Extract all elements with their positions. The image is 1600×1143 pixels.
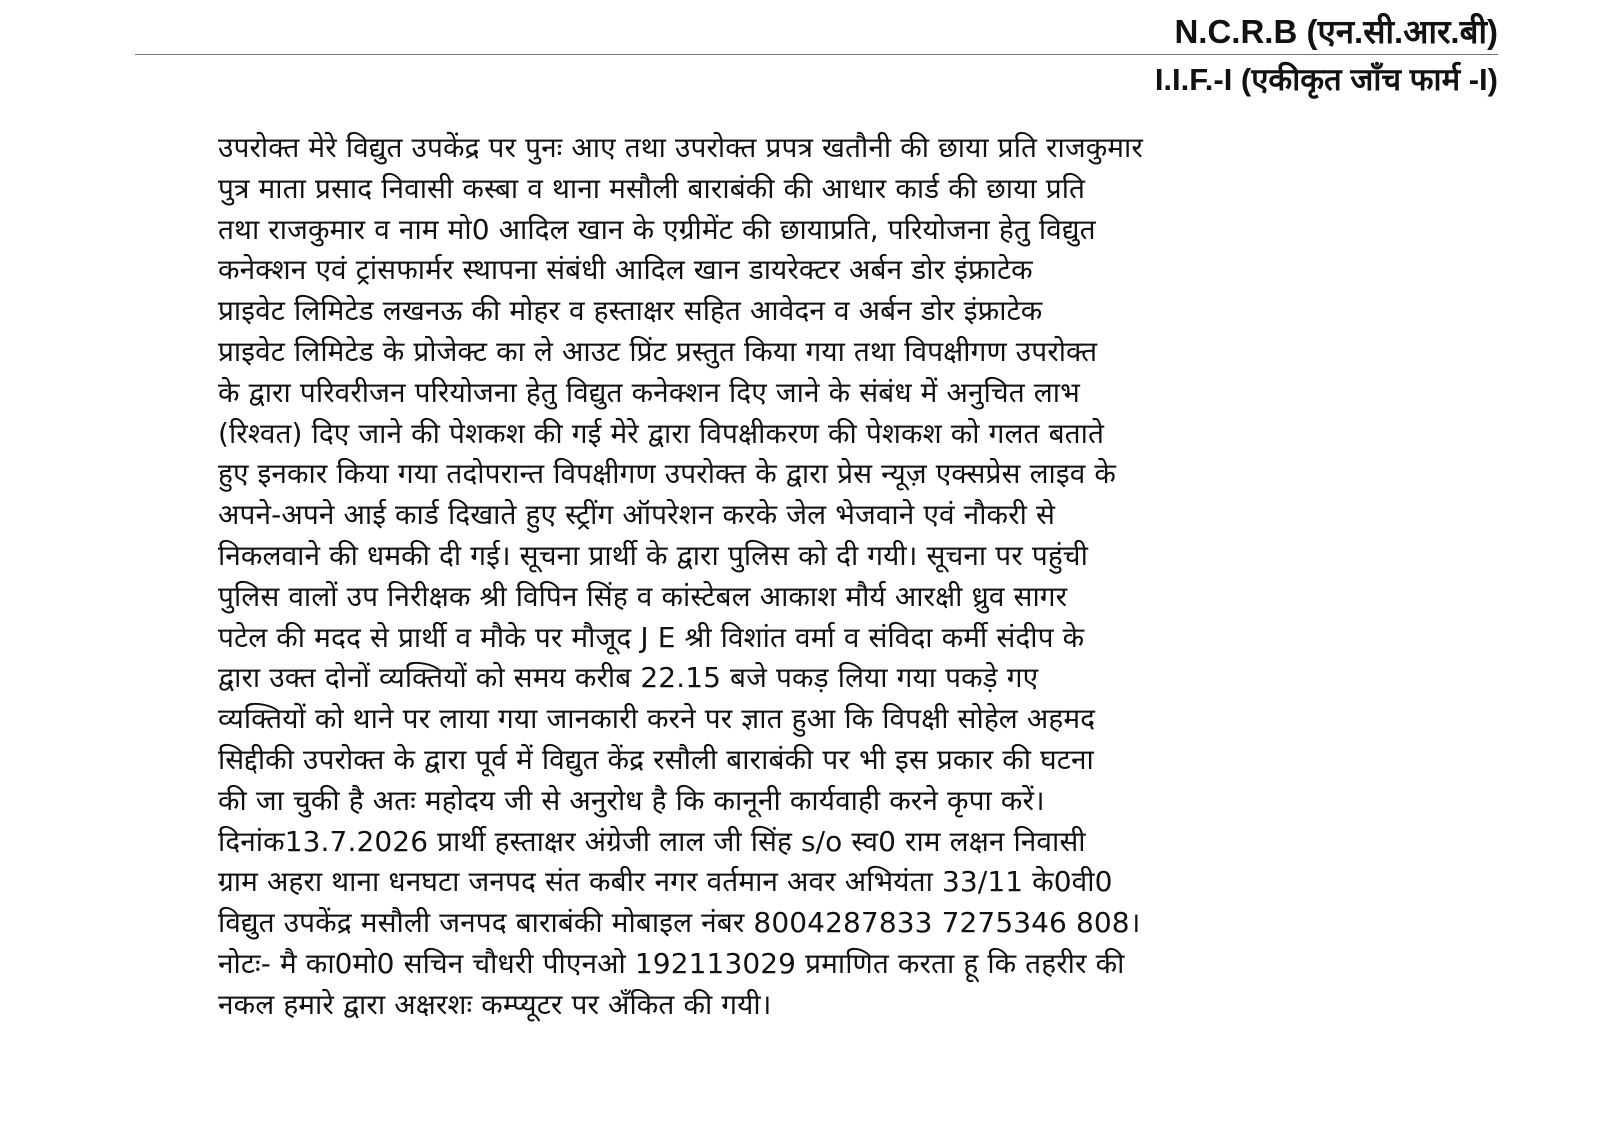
body-line: अपने-अपने आई कार्ड दिखाते हुए स्ट्रींग ऑपरेशन करके जेल भेजवाने एवं नौकरी से [218, 498, 1055, 532]
body-line: निकलवाने की धमकी दी गई। सूचना प्रार्थी के द्वारा पुलिस को दी गयी। सूचना पर पहुंची [218, 538, 1088, 572]
header-form-title: I.I.F.-I (एकीकृत जाँच फार्म -I) [1154, 62, 1498, 97]
body-line: द्वारा उक्त दोनों व्यक्तियों को समय करीब 22.15 बजे पकड़ लिया गया पकड़े गए [218, 661, 1039, 695]
body-line: सिद्दीकी उपरोक्त के द्वारा पूर्व में विद्युत केंद्र रसौली बाराबंकी पर भी इस प्रकार की घटना [218, 742, 1094, 776]
body-line: हुए इनकार किया गया तदोपरान्त विपक्षीगण उपरोक्त के द्वारा प्रेस न्यूज़ एक्सप्रेस लाइव के [218, 457, 1117, 491]
body-line: प्राइवेट लिमिटेड लखनऊ की मोहर व हस्ताक्षर सहित आवेदन व अर्बन डोर इंफ्राटेक [218, 294, 1043, 328]
body-line: ग्राम अहरा थाना धनघटा जनपद संत कबीर नगर वर्तमान अवर अभियंता 33/11 के0वी0 [218, 865, 1113, 899]
body-line: पुलिस वालों उप निरीक्षक श्री विपिन सिंह व कांस्टेबल आकाश मौर्य आरक्षी ध्रुव सागर [218, 579, 1068, 613]
body-line: नकल हमारे द्वारा अक्षरशः कम्प्यूटर पर अँकित की गयी। [218, 987, 772, 1021]
body-line: नोटः- मै का0मो0 सचिन चौधरी पीएनओ 192113029 प्रमाणित करता हू कि तहरीर की [218, 946, 1125, 980]
body-line: तथा राजकुमार व नाम मो0 आदिल खान के एग्रीमेंट की छायाप्रति, परियोजना हेतु विद्युत [218, 212, 1096, 246]
header-divider [135, 54, 1498, 55]
body-line: व्यक्तियों को थाने पर लाया गया जानकारी करने पर ज्ञात हुआ कि विपक्षी सोहेल अहमद [218, 702, 1096, 736]
body-line: पुत्र माता प्रसाद निवासी कस्बा व थाना मसौली बाराबंकी की आधार कार्ड की छाया प्रति [218, 171, 1086, 205]
body-line: (रिश्वत) दिए जाने की पेशकश की गई मेरे द्वारा विपक्षीकरण की पेशकश को गलत बताते [218, 416, 1105, 450]
body-line: की जा चुकी है अतः महोदय जी से अनुरोध है कि कानूनी कार्यवाही करने कृपा करें। [218, 783, 1045, 817]
body-line: दिनांक13.7.2026 प्रार्थी हस्ताक्षर अंग्रेजी लाल जी सिंह s/o स्व0 राम लक्षन निवासी [218, 824, 1086, 858]
statement-body [218, 128, 1418, 1026]
body-line: विद्युत उपकेंद्र मसौली जनपद बाराबंकी मोबाइल नंबर 8004287833 7275346 808। [218, 906, 1141, 940]
body-line: के द्वारा परिवरीजन परियोजना हेतु विद्युत कनेक्शन दिए जाने के संबंध में अनुचित लाभ [218, 375, 1080, 409]
body-line: उपरोक्त मेरे विद्युत उपकेंद्र पर पुनः आए तथा उपरोक्त प्रपत्र खतौनी की छाया प्रति राजकुमार [218, 131, 1143, 164]
header-agency: N.C.R.B (एन.सी.आर.बी) [1174, 13, 1498, 50]
body-line: प्राइवेट लिमिटेड के प्रोजेक्ट का ले आउट प्रिंट प्रस्तुत किया गया तथा विपक्षीगण उपरोक्त [218, 334, 1098, 368]
body-line: पटेल की मदद से प्रार्थी व मौके पर मौजूद J E श्री विशांत वर्मा व संविदा कर्मी संदीप के [218, 620, 1085, 654]
body-line: कनेक्शन एवं ट्रांसफार्मर स्थापना संबंधी आदिल खान डायरेक्टर अर्बन डोर इंफ्राटेक [218, 253, 1033, 287]
